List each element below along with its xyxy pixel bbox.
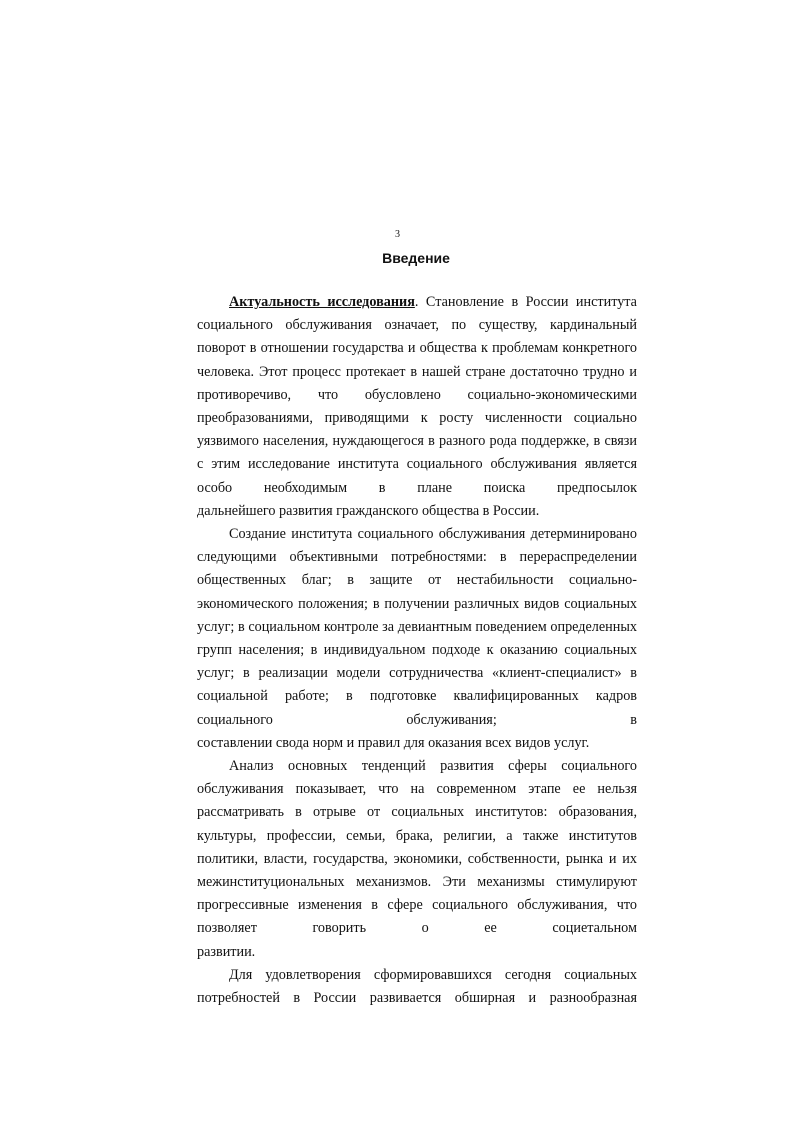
paragraph-text: Создание института социального обслуживания детерминировано следующими объективными потребностями: в перераспределении общественных благ; в защите от нестабильности социально-экономического положения; в получении различных видов социальных услуг; в социальном контроле за девиантным поведением определенных групп населения; в индивидуальном подходе к оказанию социальных услуг; в реализации модели сотрудничества «клиент-специалист» в социальной работе; в подготовке квалифицированных кадров социального обслуживания; в — [197, 526, 637, 728]
paragraph-lead: Актуальность исследования — [229, 294, 415, 310]
paragraph-text: Анализ основных тенденций развития сферы социального обслуживания показывает, что на современном этапе ее нельзя рассматривать в отрыве от социальных институтов: образования, культуры, профессии, семьи, брака, религии, а также институтов политики, власти, государства, экономики, собственности, рынка и их межинституциональных механизмов. Эти механизмы стимулируют прогрессивные изменения в сфере социального обслуживания, что позволяет говорить о ее социетальном — [197, 758, 637, 937]
paragraph-creation — [197, 523, 637, 755]
page-number: 3 — [395, 229, 400, 240]
paragraph-last-line: составлении свода норм и правил для оказания всех видов услуг. — [197, 734, 590, 751]
paragraph-needs — [197, 964, 637, 1010]
paragraph-text: Для удовлетворения сформировавшихся сегодня социальных потребностей в России развивается обширная и разнообразная — [197, 966, 637, 1007]
paragraph-last-line: дальнейшего развития гражданского общества в России. — [197, 502, 540, 519]
paragraph-last-line: развитии. — [197, 943, 256, 960]
paragraph-relevance — [197, 291, 637, 523]
paragraph-lead-suffix: . — [414, 294, 419, 310]
body-text — [197, 291, 637, 1010]
paragraph-analysis — [197, 755, 637, 964]
paragraph-text: Становление в России института социального обслуживания означает, по существу, кардинальный поворот в отношении государства и общества к проблемам конкретного человека. Этот процесс протекает в нашей стране достаточно трудно и противоречиво, что обусловлено социально-экономическими преобразованиями, приводящими к росту численности социально уязвимого населения, нуждающегося в разного рода поддержке, в связи с этим исследование института социального обслуживания является особо необходимым в плане поиска предпосылок — [197, 294, 637, 496]
section-heading: Введение — [382, 250, 450, 266]
